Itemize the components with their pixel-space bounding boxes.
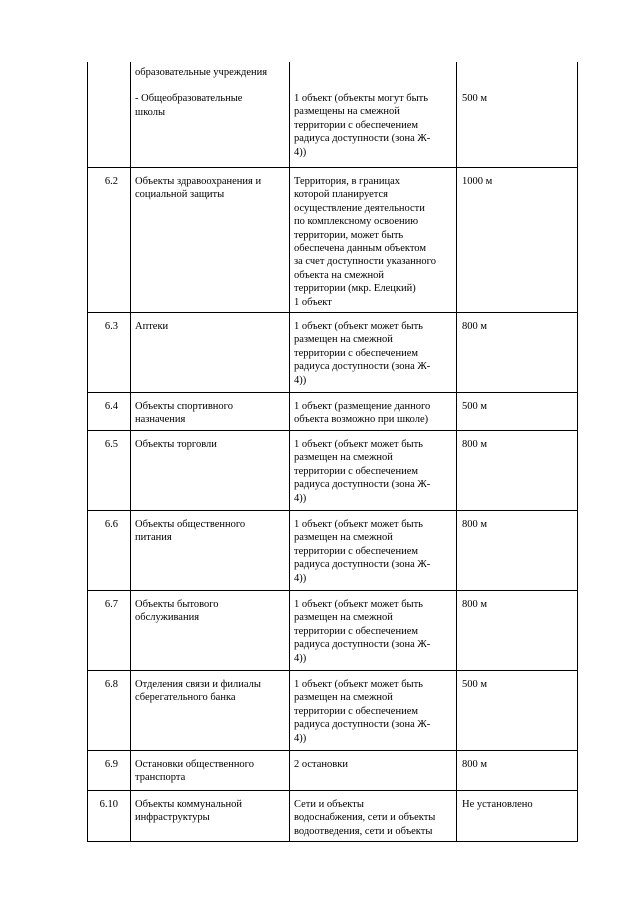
facilities-table xyxy=(87,62,578,842)
cell-line: 1 объект (объект может быть xyxy=(294,519,423,530)
row-number: 6.6 xyxy=(88,511,131,590)
facility-name xyxy=(131,431,290,510)
line-gap xyxy=(294,79,453,92)
table-row xyxy=(88,430,577,510)
facility-capacity xyxy=(290,393,457,430)
cell-line: 800 м xyxy=(462,759,488,770)
cell-line: Объекты здравоохранения и xyxy=(135,176,262,187)
row-number: 6.5 xyxy=(88,431,131,510)
accessibility-radius xyxy=(457,62,577,167)
facility-name xyxy=(131,511,290,590)
cell-line: радиуса доступности (зона Ж- xyxy=(294,559,431,571)
cell-line: территории с обеспечением xyxy=(294,625,419,637)
table-row xyxy=(88,312,577,392)
cell-line: 4)) xyxy=(294,732,307,744)
cell-line: Территория, в границах xyxy=(294,176,401,187)
cell-line: 1 объект (размещение данного xyxy=(294,401,431,412)
cell-line: водоснабжения, сети и объекты xyxy=(294,812,436,824)
facility-capacity xyxy=(290,591,457,670)
cell-line: 800 м xyxy=(462,439,488,450)
cell-line: размещен на смежной xyxy=(294,692,393,704)
cell-line: 500 м xyxy=(462,93,488,104)
line-gap xyxy=(462,79,574,92)
table-row xyxy=(88,590,577,670)
row-number: 6.8 xyxy=(88,671,131,750)
cell-line: 800 м xyxy=(462,599,488,610)
cell-line: по комплексному освоению xyxy=(294,216,419,228)
cell-line: радиуса доступности (зона Ж- xyxy=(294,719,431,731)
cell-line: объекта возможно при школе) xyxy=(294,414,429,426)
cell-line: 1 объект (объект может быть xyxy=(294,439,423,450)
cell-line: водоотведения, сети и объекты xyxy=(294,825,433,837)
facility-capacity xyxy=(290,62,457,167)
table-row xyxy=(88,62,577,167)
cell-line: обслуживания xyxy=(135,612,200,624)
table-row xyxy=(88,392,577,430)
facility-name xyxy=(131,791,290,842)
facility-name xyxy=(131,168,290,312)
line-gap xyxy=(294,66,453,79)
facility-name xyxy=(131,751,290,790)
cell-line: 1000 м xyxy=(462,176,493,187)
facility-name xyxy=(131,591,290,670)
facility-capacity xyxy=(290,511,457,590)
accessibility-radius xyxy=(457,671,577,750)
cell-line: Сети и объекты xyxy=(294,799,364,810)
cell-line: 1 объект xyxy=(294,296,332,308)
cell-line: объекта на смежной xyxy=(294,269,384,281)
row-number: 6.3 xyxy=(88,313,131,392)
cell-line: Объекты спортивного xyxy=(135,401,233,412)
facility-name xyxy=(131,393,290,430)
facility-capacity xyxy=(290,431,457,510)
table-row xyxy=(88,670,577,750)
cell-line: Объекты бытового xyxy=(135,599,219,610)
cell-line: размещены на смежной xyxy=(294,106,400,118)
cell-line: Аптеки xyxy=(135,321,169,332)
cell-line: осуществление деятельности xyxy=(294,202,425,214)
facility-capacity xyxy=(290,168,457,312)
row-number: 6.9 xyxy=(88,751,131,790)
accessibility-radius xyxy=(457,591,577,670)
cell-line: обеспечена данным объектом xyxy=(294,243,426,255)
table-row xyxy=(88,510,577,590)
accessibility-radius xyxy=(457,511,577,590)
cell-line: 1 объект (объекты могут быть xyxy=(294,93,429,104)
row-number xyxy=(88,62,131,167)
cell-line: радиуса доступности (зона Ж- xyxy=(294,639,431,651)
row-number: 6.4 xyxy=(88,393,131,430)
cell-line: Отделения связи и филиалы xyxy=(135,679,261,690)
cell-line: питания xyxy=(135,532,172,544)
cell-line: образовательные учреждения xyxy=(135,67,268,78)
table-row xyxy=(88,750,577,790)
facility-name xyxy=(131,671,290,750)
cell-line: территории с обеспечением xyxy=(294,119,419,131)
cell-line: территории с обеспечением xyxy=(294,465,419,477)
cell-line: размещен на смежной xyxy=(294,334,393,346)
row-number: 6.2 xyxy=(88,168,131,312)
cell-line: 4)) xyxy=(294,492,307,504)
cell-line: Объекты коммунальной xyxy=(135,799,243,810)
cell-line: размещен на смежной xyxy=(294,612,393,624)
cell-line: Объекты торговли xyxy=(135,439,217,450)
facility-capacity xyxy=(290,791,457,842)
cell-line: территории (мкр. Елецкий) xyxy=(294,283,416,295)
cell-line: - Общеобразовательные xyxy=(135,93,243,105)
cell-line: размещен на смежной xyxy=(294,532,393,544)
cell-line: 1 объект (объект может быть xyxy=(294,679,423,690)
row-number: 6.10 xyxy=(88,791,131,842)
facility-name xyxy=(131,313,290,392)
cell-line: социальной защиты xyxy=(135,189,225,201)
accessibility-radius xyxy=(457,313,577,392)
accessibility-radius xyxy=(457,791,577,842)
line-gap xyxy=(135,79,286,92)
cell-line: размещен на смежной xyxy=(294,452,393,464)
cell-line: 4)) xyxy=(294,146,307,158)
cell-line: радиуса доступности (зона Ж- xyxy=(294,133,431,145)
line-gap xyxy=(462,66,574,79)
cell-line: школы xyxy=(135,106,166,118)
cell-line: за счет доступности указанного xyxy=(294,256,436,268)
cell-line: сберегательного банка xyxy=(135,692,236,704)
facility-name xyxy=(131,62,290,167)
cell-line: Объекты общественного xyxy=(135,519,246,530)
cell-line: радиуса доступности (зона Ж- xyxy=(294,361,431,373)
cell-line: 500 м xyxy=(462,401,488,412)
cell-line: 4)) xyxy=(294,652,307,664)
cell-line: территории, может быть xyxy=(294,229,404,241)
accessibility-radius xyxy=(457,168,577,312)
cell-line: 1 объект (объект может быть xyxy=(294,599,423,610)
cell-line: которой планируется xyxy=(294,189,388,201)
cell-line: 800 м xyxy=(462,321,488,332)
cell-line: территории с обеспечением xyxy=(294,347,419,359)
accessibility-radius xyxy=(457,431,577,510)
accessibility-radius xyxy=(457,393,577,430)
accessibility-radius xyxy=(457,751,577,790)
row-number: 6.7 xyxy=(88,591,131,670)
cell-line: назначения xyxy=(135,414,186,426)
cell-line: 800 м xyxy=(462,519,488,530)
cell-line: 1 объект (объект может быть xyxy=(294,321,423,332)
facility-capacity xyxy=(290,751,457,790)
cell-line: радиуса доступности (зона Ж- xyxy=(294,479,431,491)
cell-line: 4)) xyxy=(294,572,307,584)
cell-line: транспорта xyxy=(135,772,186,784)
facility-capacity xyxy=(290,671,457,750)
table-row xyxy=(88,167,577,312)
cell-line: Не установлено xyxy=(462,799,533,810)
facility-capacity xyxy=(290,313,457,392)
cell-line: 4)) xyxy=(294,374,307,386)
cell-line: инфраструктуры xyxy=(135,812,210,824)
cell-line: 500 м xyxy=(462,679,488,690)
cell-line: 2 остановки xyxy=(294,759,348,770)
table-row xyxy=(88,790,577,842)
cell-line: территории с обеспечением xyxy=(294,705,419,717)
cell-line: территории с обеспечением xyxy=(294,545,419,557)
cell-line: Остановки общественного xyxy=(135,759,254,770)
